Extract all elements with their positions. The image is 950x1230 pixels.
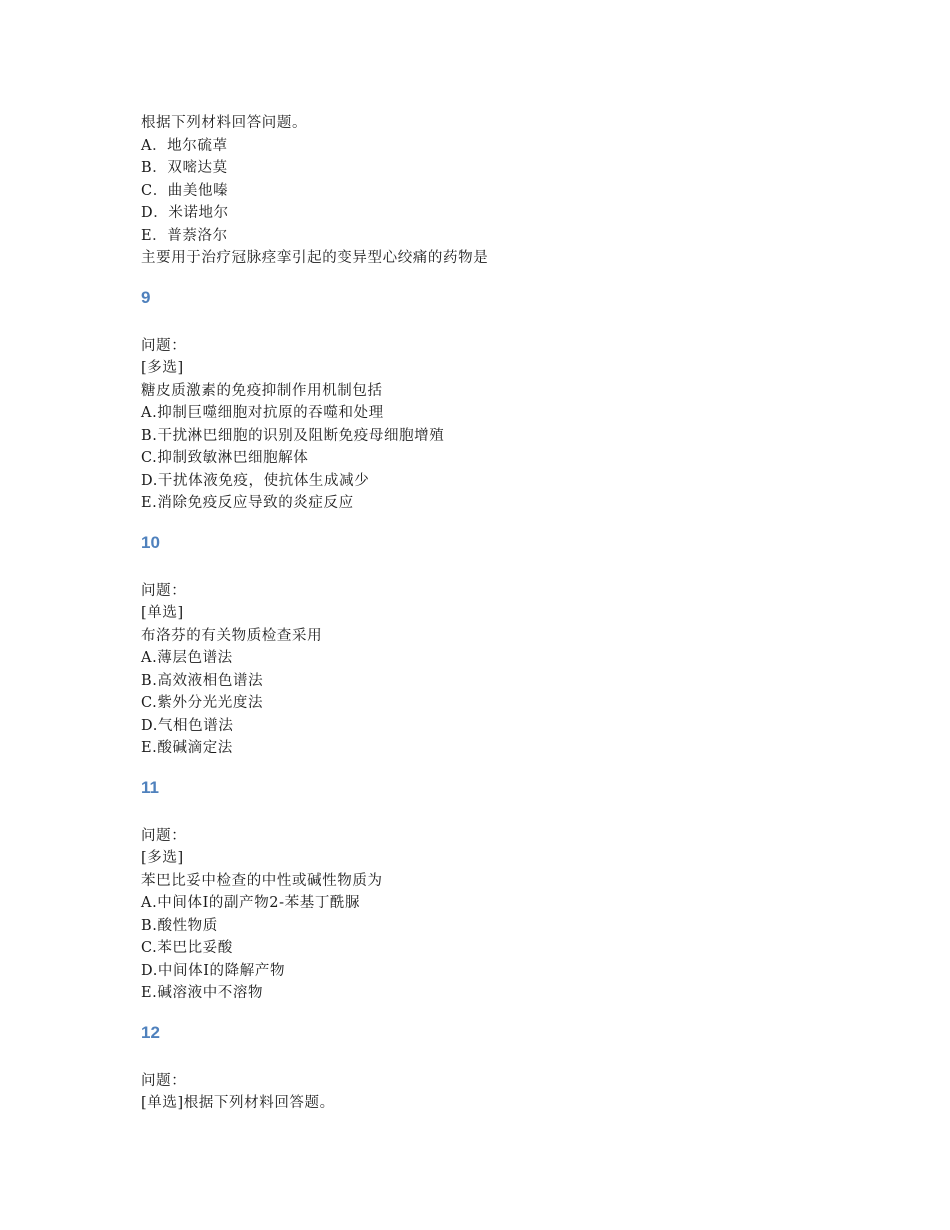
option-a: A.抑制巨噬细胞对抗原的吞噬和处理 xyxy=(141,405,384,421)
option-b: B.酸性物质 xyxy=(141,917,218,934)
question-stem: 糖皮质激素的免疫抑制作用机制包括 xyxy=(141,382,383,399)
option-a: A.薄层色谱法 xyxy=(141,650,233,666)
option-c: C.苯巴比妥酸 xyxy=(141,940,233,956)
option-c: C.抑制致敏淋巴细胞解体 xyxy=(141,450,309,466)
question-number: 10 xyxy=(141,532,160,552)
question-label: 问题： xyxy=(141,337,187,354)
option-d: D.气相色谱法 xyxy=(141,717,234,734)
option-a: A.中间体Ⅰ的副产物2-苯基丁酰脲 xyxy=(141,895,361,911)
option-e: E．普萘洛尔 xyxy=(141,227,228,244)
intro-instruction: 根据下列材料回答问题。 xyxy=(141,115,308,131)
option-b: B.高效液相色谱法 xyxy=(141,672,264,689)
option-e: E.消除免疫反应导致的炎症反应 xyxy=(141,495,354,511)
option-c: C．曲美他嗪 xyxy=(141,182,229,199)
question-type: [单选] xyxy=(141,605,184,621)
question-stem: 苯巴比妥中检查的中性或碱性物质为 xyxy=(141,872,383,889)
intro-material-block xyxy=(141,112,881,270)
question-stem: 主要用于治疗冠脉痉挛引起的变异型心绞痛的药物是 xyxy=(141,250,489,266)
option-a: A．地尔硫䓬 xyxy=(141,137,228,154)
document-page xyxy=(141,112,881,1115)
option-e: E.酸碱滴定法 xyxy=(141,740,233,756)
option-d: D.中间体Ⅰ的降解产物 xyxy=(141,962,286,979)
option-b: B.干扰淋巴细胞的识别及阻断免疫母细胞增殖 xyxy=(141,427,445,444)
option-d: D.干扰体液免疫，使抗体生成减少 xyxy=(141,472,370,489)
question-number: 9 xyxy=(141,287,151,307)
question-label: 问题： xyxy=(141,1072,187,1089)
question-block xyxy=(141,1070,881,1115)
question-stem: 布洛芬的有关物质检查采用 xyxy=(141,627,323,644)
question-label: 问题： xyxy=(141,827,187,844)
option-b: B．双嘧达莫 xyxy=(141,160,228,176)
question-stem: [单选]根据下列材料回答题。 xyxy=(141,1095,335,1111)
question-block xyxy=(141,825,881,1005)
question-block xyxy=(141,335,881,515)
question-number: 12 xyxy=(141,1022,160,1042)
question-type: [多选] xyxy=(141,360,184,376)
question-number: 11 xyxy=(141,777,159,797)
question-label: 问题： xyxy=(141,582,187,599)
question-type: [多选] xyxy=(141,850,184,866)
option-d: D．米诺地尔 xyxy=(141,205,229,221)
question-block xyxy=(141,580,881,760)
option-e: E.碱溶液中不溶物 xyxy=(141,985,264,1001)
option-c: C.紫外分光光度法 xyxy=(141,695,264,711)
